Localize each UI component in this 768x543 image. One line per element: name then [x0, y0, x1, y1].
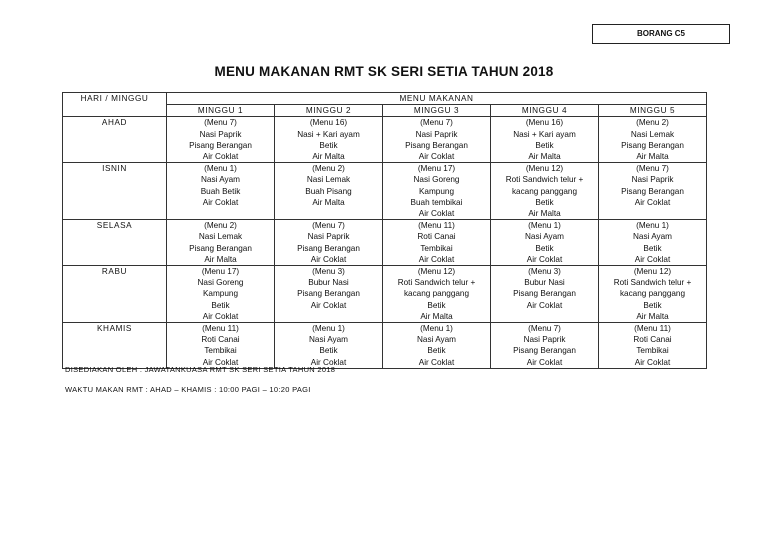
menu-cell: [599, 163, 707, 220]
menu-cell: [599, 323, 707, 369]
menu-line: Air Malta: [528, 152, 561, 162]
menu-line: Betik: [319, 140, 338, 150]
menu-line: Betik: [211, 300, 230, 310]
menu-cell: [275, 163, 383, 220]
menu-line: (Menu 11): [418, 221, 455, 231]
menu-line: Air Malta: [528, 209, 561, 219]
menu-line: Air Coklat: [202, 197, 239, 207]
menu-line: Nasi Goreng: [413, 175, 460, 185]
menu-line: (Menu 3): [528, 267, 561, 277]
menu-line: Nasi Ayam: [525, 232, 564, 242]
menu-line: Roti Sandwich telur +: [397, 278, 476, 288]
menu-line: Nasi Ayam: [309, 335, 348, 345]
menu-line: Air Coklat: [202, 311, 239, 321]
menu-line: (Menu 11): [202, 324, 239, 334]
menu-line: Roti Canai: [201, 335, 240, 345]
menu-cell: [167, 323, 275, 369]
menu-cell: [491, 163, 599, 220]
menu-line: Betik: [427, 300, 446, 310]
menu-line: (Menu 1): [636, 221, 669, 231]
menu-line: Air Coklat: [418, 209, 455, 219]
menu-line: kacang panggang: [403, 289, 470, 299]
menu-line: Air Malta: [312, 152, 345, 162]
menu-line: Nasi Paprik: [523, 335, 566, 345]
menu-table: [62, 92, 707, 369]
day-cell: ISNIN: [63, 163, 167, 220]
table-header-row: [63, 93, 707, 105]
menu-line: Nasi Ayam: [633, 232, 672, 242]
menu-line: Betik: [535, 243, 554, 253]
menu-cell: [167, 220, 275, 266]
menu-cell: [599, 117, 707, 163]
menu-line: Air Coklat: [418, 357, 455, 367]
menu-line: kacang panggang: [511, 186, 578, 196]
menu-line: Pisang Berangan: [621, 140, 684, 150]
menu-line: Pisang Berangan: [621, 186, 684, 196]
menu-line: Betik: [535, 140, 554, 150]
day-cell: KHAMIS: [63, 323, 167, 369]
menu-line: Bubur Nasi: [524, 278, 565, 288]
day-cell: AHAD: [63, 117, 167, 163]
menu-line: Pisang Berangan: [513, 289, 576, 299]
menu-line: (Menu 16): [525, 118, 564, 128]
week-header: MINGGU 5: [599, 105, 707, 117]
menu-cell: [599, 220, 707, 266]
menu-cell: [383, 266, 491, 323]
menu-cell: [275, 266, 383, 323]
menu-line: Betik: [643, 300, 662, 310]
menu-line: Buah tembikai: [410, 197, 463, 207]
day-cell: RABU: [63, 266, 167, 323]
menu-line: Betik: [319, 346, 338, 356]
menu-cell: [383, 117, 491, 163]
menu-line: Buah Pisang: [305, 186, 352, 196]
prepared-by-note: DISEDIAKAN OLEH : JAWATANKUASA RMT SK SERI SETIA TAHUN 2018: [65, 365, 336, 374]
table-row: [63, 220, 707, 266]
week-header: MINGGU 4: [491, 105, 599, 117]
menu-line: Pisang Berangan: [297, 243, 360, 253]
menu-line: (Menu 2): [312, 164, 345, 174]
menu-line: Air Coklat: [634, 197, 671, 207]
menu-line: Air Coklat: [634, 254, 671, 264]
menu-line: Pisang Berangan: [189, 140, 252, 150]
menu-line: Air Coklat: [634, 357, 671, 367]
menu-line: Air Malta: [636, 152, 669, 162]
menu-line: (Menu 11): [634, 324, 671, 334]
menu-line: Air Coklat: [526, 300, 563, 310]
menu-line: Nasi Lemak: [306, 175, 351, 185]
table-row: [63, 266, 707, 323]
menu-line: Air Coklat: [526, 254, 563, 264]
menu-line: Nasi Goreng: [197, 278, 244, 288]
menu-line: Kampung: [202, 289, 239, 299]
menu-line: Betik: [535, 197, 554, 207]
menu-line: Nasi Paprik: [631, 175, 674, 185]
menu-line: (Menu 1): [312, 324, 345, 334]
menu-line: Nasi + Kari ayam: [297, 129, 360, 139]
menu-cell: [383, 323, 491, 369]
menu-line: Bubur Nasi: [308, 278, 349, 288]
menu-line: (Menu 3): [312, 267, 345, 277]
menu-line: Buah Betik: [200, 186, 241, 196]
menu-line: Kampung: [418, 186, 455, 196]
menu-line: (Menu 12): [525, 164, 564, 174]
menu-line: (Menu 1): [528, 221, 561, 231]
menu-line: (Menu 16): [309, 118, 348, 128]
menu-line: kacang panggang: [619, 289, 686, 299]
menu-line: (Menu 1): [204, 164, 237, 174]
form-code-box: BORANG C5: [592, 24, 730, 44]
menu-line: Air Coklat: [418, 254, 455, 264]
menu-line: Air Coklat: [202, 357, 239, 367]
day-cell: SELASA: [63, 220, 167, 266]
menu-line: Pisang Berangan: [297, 289, 360, 299]
group-header: MENU MAKANAN: [167, 93, 707, 105]
menu-line: Nasi Ayam: [201, 175, 240, 185]
menu-cell: [491, 117, 599, 163]
menu-cell: [275, 323, 383, 369]
menu-line: Air Malta: [636, 311, 669, 321]
menu-line: Pisang Berangan: [513, 346, 576, 356]
menu-cell: [491, 323, 599, 369]
menu-line: Air Malta: [420, 311, 453, 321]
week-header: MINGGU 3: [383, 105, 491, 117]
menu-line: Air Coklat: [526, 357, 563, 367]
menu-cell: [167, 117, 275, 163]
menu-line: (Menu 7): [204, 118, 237, 128]
menu-line: Air Coklat: [310, 357, 347, 367]
menu-line: Nasi Lemak: [198, 232, 243, 242]
menu-line: Pisang Berangan: [405, 140, 468, 150]
menu-line: (Menu 12): [417, 267, 456, 277]
menu-line: Nasi Paprik: [307, 232, 350, 242]
menu-cell: [491, 220, 599, 266]
menu-line: Roti Sandwich telur +: [613, 278, 692, 288]
menu-line: (Menu 2): [204, 221, 237, 231]
menu-line: Tembikai: [636, 346, 669, 356]
menu-cell: [383, 163, 491, 220]
week-header: MINGGU 1: [167, 105, 275, 117]
menu-line: Pisang Berangan: [189, 243, 252, 253]
table-row: [63, 117, 707, 163]
menu-cell: [167, 163, 275, 220]
menu-line: (Menu 7): [528, 324, 561, 334]
menu-line: Roti Canai: [633, 335, 672, 345]
page-title: MENU MAKANAN RMT SK SERI SETIA TAHUN 2018: [214, 64, 554, 79]
menu-line: Air Malta: [204, 254, 237, 264]
menu-line: Roti Sandwich telur +: [505, 175, 584, 185]
table-row: [63, 163, 707, 220]
menu-line: (Menu 17): [417, 164, 456, 174]
menu-line: (Menu 12): [633, 267, 672, 277]
menu-line: Roti Canai: [417, 232, 456, 242]
menu-line: Air Malta: [312, 197, 345, 207]
meal-time-note: WAKTU MAKAN RMT : AHAD – KHAMIS : 10:00 PAGI – 10:20 PAGI: [65, 385, 311, 394]
menu-cell: [599, 266, 707, 323]
menu-line: (Menu 7): [420, 118, 453, 128]
menu-cell: [275, 117, 383, 163]
menu-cell: [491, 266, 599, 323]
menu-line: Nasi Lemak: [630, 129, 675, 139]
menu-cell: [383, 220, 491, 266]
menu-line: Air Coklat: [310, 300, 347, 310]
menu-line: (Menu 7): [636, 164, 669, 174]
menu-cell: [167, 266, 275, 323]
menu-line: Nasi + Kari ayam: [513, 129, 576, 139]
menu-line: Tembikai: [420, 243, 453, 253]
menu-line: Tembikai: [204, 346, 237, 356]
corner-header: HARI / MINGGU: [63, 93, 167, 117]
menu-line: (Menu 2): [636, 118, 669, 128]
menu-line: (Menu 7): [312, 221, 345, 231]
menu-line: Air Coklat: [418, 152, 455, 162]
menu-line: Betik: [643, 243, 662, 253]
table-row: [63, 323, 707, 369]
menu-line: (Menu 17): [201, 267, 240, 277]
menu-line: Nasi Paprik: [415, 129, 458, 139]
menu-cell: [275, 220, 383, 266]
menu-line: Betik: [427, 346, 446, 356]
week-header: MINGGU 2: [275, 105, 383, 117]
menu-line: Nasi Ayam: [417, 335, 456, 345]
menu-line: Air Coklat: [202, 152, 239, 162]
menu-line: Nasi Paprik: [199, 129, 242, 139]
menu-line: Air Coklat: [310, 254, 347, 264]
menu-line: (Menu 1): [420, 324, 453, 334]
